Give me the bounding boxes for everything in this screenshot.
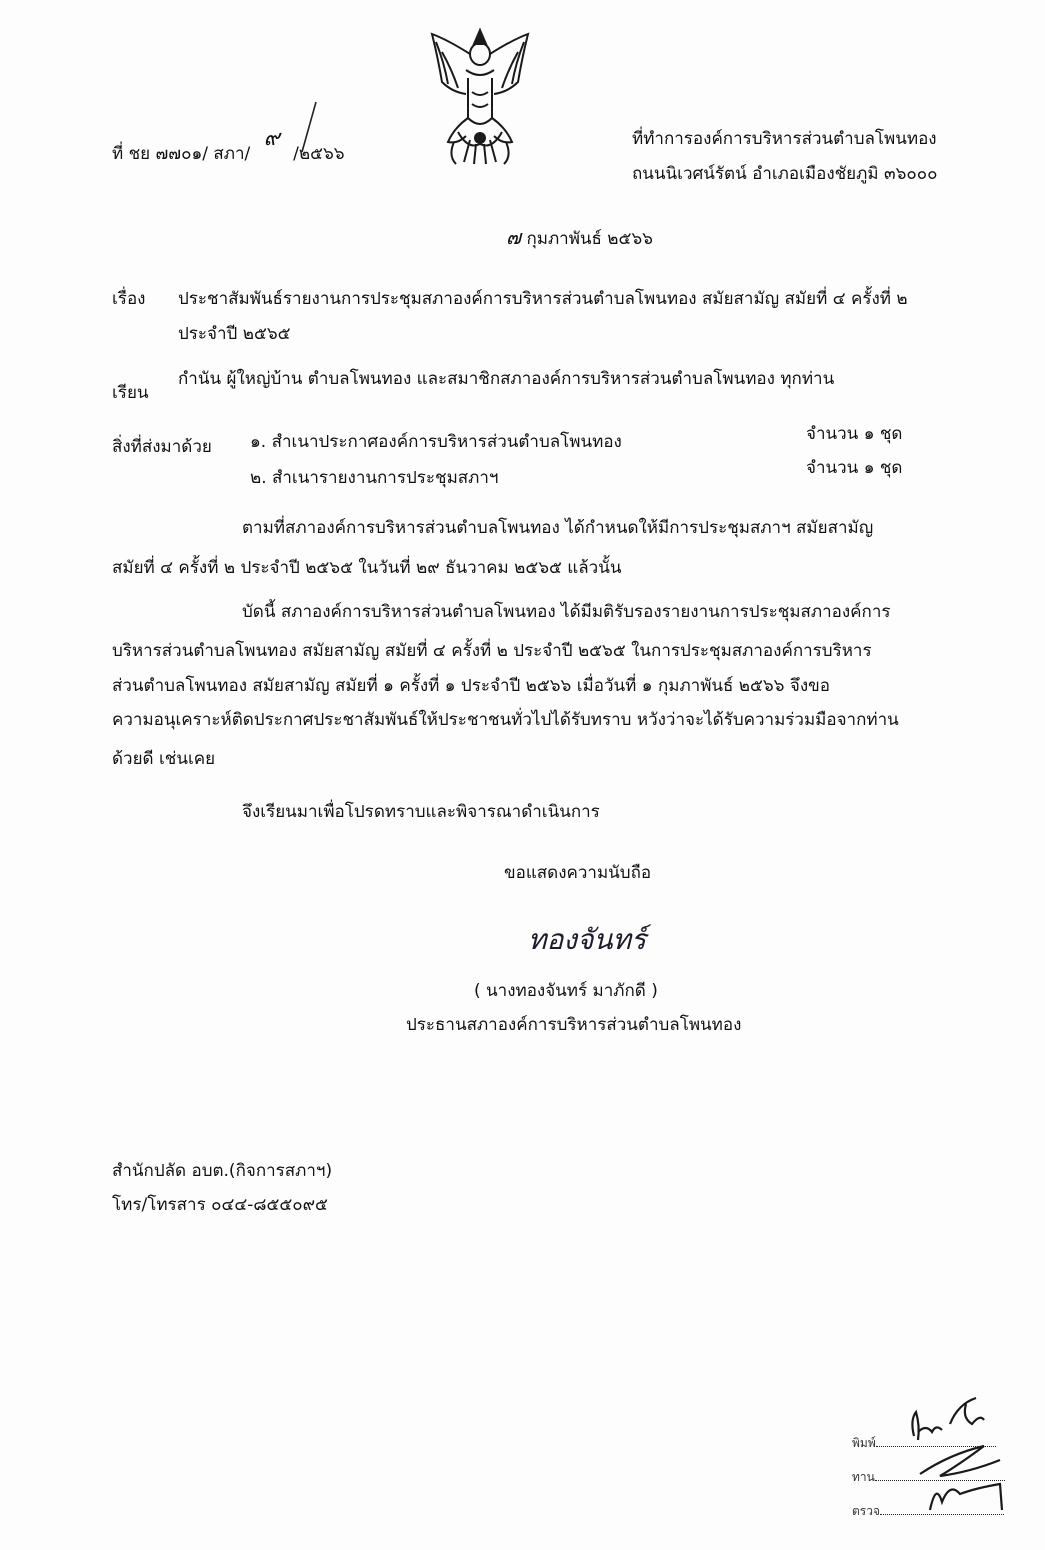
reference-handwritten-number: ๙ — [263, 126, 280, 151]
signatory-name: ( นางทองจันทร์ มาภักดี ) — [474, 981, 658, 1001]
garuda-emblem-icon — [418, 22, 542, 172]
initials-typed-label: พิมพ์ — [852, 1436, 876, 1450]
body-paragraph1-line1: ตามที่สภาองค์การบริหารส่วนตำบลโพนทอง ได้กำหนดให้มีการประชุมสภาฯ สมัยสามัญ — [242, 518, 874, 538]
office-address-line2: ถนนนิเวศน์รัตน์ อำเภอเมืองชัยภูมิ ๓๖๐๐๐ — [632, 164, 938, 184]
subject-line1: ประชาสัมพันธ์รายงานการประชุมสภาองค์การบริหารส่วนตำบลโพนทอง สมัยสามัญ สมัยที่ ๔ ครั้งที่ ๒ — [178, 289, 908, 309]
enclosure-quantity: จำนวน ๑ ชุด — [806, 458, 903, 478]
handwritten-stroke-icon — [296, 96, 326, 156]
enclosure-item: ๑. สำเนาประกาศองค์การบริหารส่วนตำบลโพนทอง — [250, 432, 622, 452]
closing-salutation: ขอแสดงความนับถือ — [504, 863, 652, 883]
body-paragraph3: จึงเรียนมาเพื่อโปรดทราบและพิจารณาดำเนินการ — [242, 802, 600, 822]
enclosures-label: สิ่งที่ส่งมาด้วย — [112, 437, 212, 457]
enclosure-item: ๒. สำเนารายงานการประชุมสภาฯ — [250, 468, 499, 488]
initials-reviewed-label: ตรวจ — [852, 1504, 881, 1518]
initials-checked-label: ทาน — [852, 1470, 875, 1484]
letter-date — [506, 226, 653, 250]
enclosure-quantity: จำนวน ๑ ชุด — [806, 424, 903, 444]
initials-scribble-icon — [880, 1384, 1030, 1524]
reference-year: /๒๕๖๖ — [293, 144, 345, 164]
subject-line2: ประจำปี ๒๕๖๕ — [178, 324, 291, 344]
body-paragraph2-line1: บัดนี้ สภาองค์การบริหารส่วนตำบลโพนทอง ได้มีมติรับรองรายงานการประชุมสภาองค์การ — [242, 602, 891, 622]
signatory-position: ประธานสภาองค์การบริหารส่วนตำบลโพนทอง — [406, 1015, 742, 1035]
recipient-text: กำนัน ผู้ใหญ่บ้าน ตำบลโพนทอง และสมาชิกสภาองค์การบริหารส่วนตำบลโพนทอง ทุกท่าน — [178, 369, 835, 389]
signature: ทองจันทร์ — [528, 923, 646, 956]
recipient-label: เรียน — [112, 383, 149, 403]
date-day: ๗ — [506, 225, 522, 249]
office-address-line1: ที่ทำการองค์การบริหารส่วนตำบลโพนทอง — [632, 129, 937, 149]
subject-label: เรื่อง — [112, 289, 146, 309]
body-paragraph2-line4: ความอนุเคราะห์ติดประกาศประชาสัมพันธ์ให้ประชาชนทั่วไปได้รับทราบ หวังว่าจะได้รับความร่วมมือจากท่าน — [112, 710, 899, 730]
footer-phone: โทร/โทรสาร ๐๔๔-๘๕๕๐๙๕ — [112, 1195, 328, 1215]
body-paragraph2-line5: ด้วยดี เช่นเคย — [112, 749, 216, 769]
date-month-year: กุมภาพันธ์ ๒๕๖๖ — [526, 229, 653, 249]
footer-department: สำนักปลัด อบต.(กิจการสภาฯ) — [112, 1161, 333, 1181]
body-paragraph1-line2: สมัยที่ ๔ ครั้งที่ ๒ ประจำปี ๒๕๖๕ ในวันที่ ๒๙ ธันวาคม ๒๕๖๕ แล้วนั้น — [112, 558, 622, 578]
body-paragraph2-line3: ส่วนตำบลโพนทอง สมัยสามัญ สมัยที่ ๑ ครั้งที่ ๑ ประจำปี ๒๕๖๖ เมื่อวันที่ ๑ กุมภาพันธ์ ๒๕๖๖ จึงขอ — [112, 676, 830, 696]
body-paragraph2-line2: บริหารส่วนตำบลโพนทอง สมัยสามัญ สมัยที่ ๔ ครั้งที่ ๒ ประจำปี ๒๕๖๕ ในการประชุมสภาองค์การบริหาร — [112, 641, 872, 661]
reference-prefix: ที่ ชย ๗๗๐๑/ สภา/ — [112, 144, 251, 164]
